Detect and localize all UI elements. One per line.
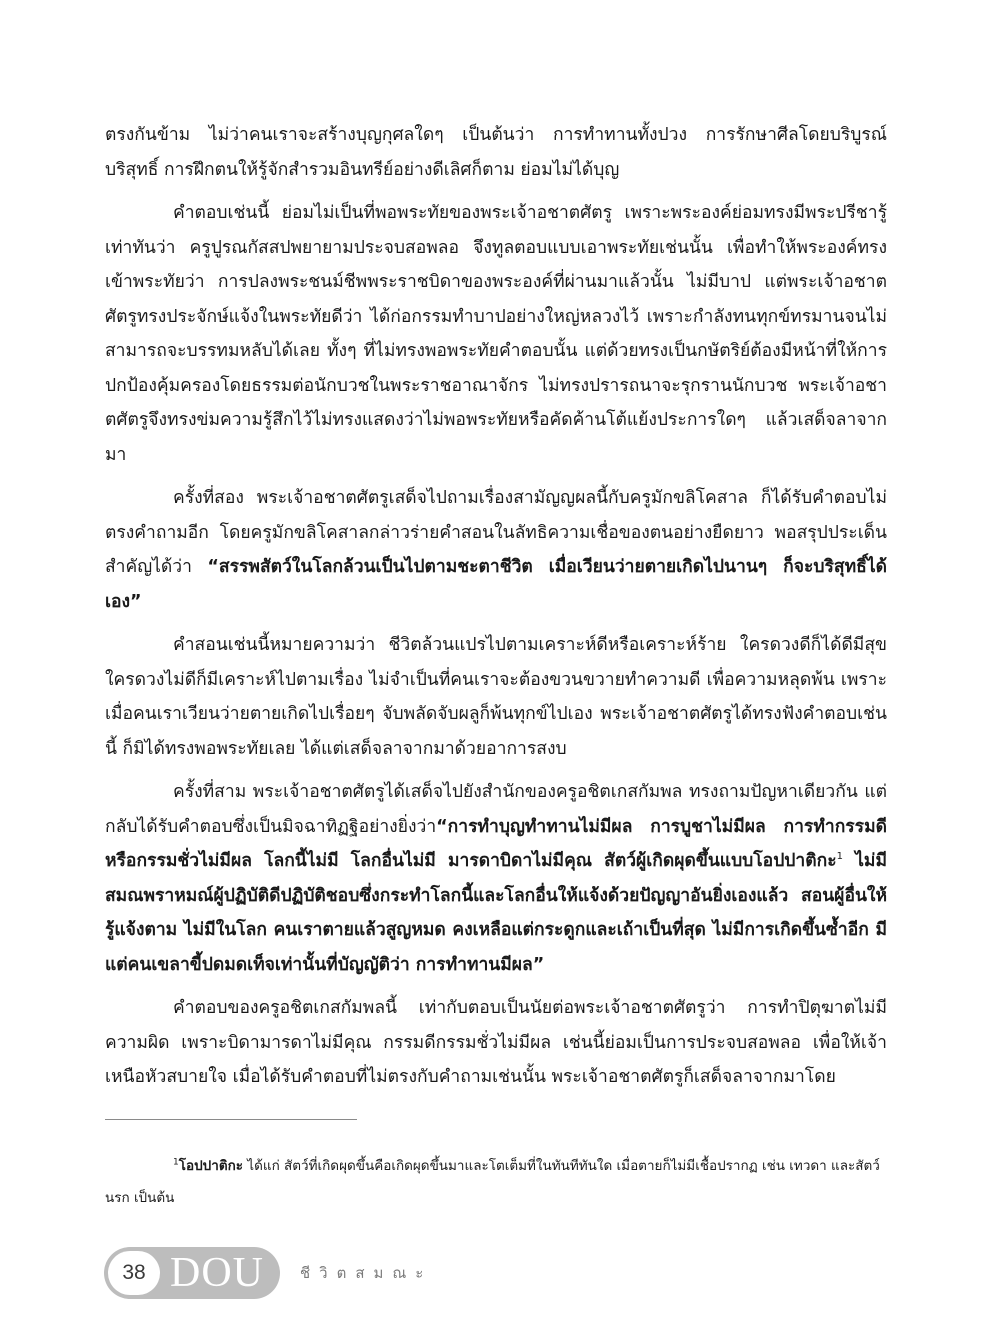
footnote-definition: ได้แก่ สัตว์ที่เกิดผุดขึ้นคือเกิดผุดขึ้นมาและโตเต็มที่ในทันทีทันใด เมื่อตายก็ไม่มีเชื้อปรากฏ เช่น เทวดา และสัตว์นรก เป็นต้น [105,1158,880,1206]
paragraph [105,775,887,982]
bold-text: “สรรพสัตว์ในโลกล้วนเป็นไปตามชะตาชีวิต เมื่อเวียนว่ายตายเกิดไปนานๆ ก็จะบริสุทธิ์ได้เอง” [105,557,887,612]
paragraph [105,628,887,766]
footnote-term: โอปปาติกะ [178,1158,244,1174]
brand-logo: DOU [170,1250,264,1296]
text-run: ครั้งที่สอง พระเจ้าอชาตศัตรูเสด็จไปถามเรื่องสามัญญผลนี้กับครูมักขลิโคสาล ก็ได้รับคำตอบไม่ตรงคำถามอีก โดยครูมักขลิโคสาลกล่าวร่ายคำสอนในลัทธิความเชื่อของตนอย่างยืดยาว พอสรุปประเด็นสำคัญได้ว่า [105,488,887,577]
footnote-marker: 1 [173,1157,179,1168]
text-run: คำตอบเช่นนี้ ย่อมไม่เป็นที่พอพระทัยของพระเจ้าอชาตศัตรู เพราะพระองค์ย่อมทรงมีพระปรีชารู้เท่าทันว่า ครูปูรณกัสสปพยายามประจบสอพลอ จึงทูลตอบแบบเอาพระทัยเช่นนั้น เพื่อทำให้พระองค์ทรงเข้าพระทัยว่า การปลงพระชนม์ชีพพระราชบิดาของพระองค์ที่ผ่านมาแล้วนั้น ไม่มีบาป แต่พระเจ้าอชาตศัตรูทรงประจักษ์แจ้งในพระทัยดีว่า ได้ก่อกรรมทำบาปอย่างใหญ่หลวงไว้ เพราะกำลังทนทุกข์ทรมานจนไม่สามารถจะบรรทมหลับได้เลย ทั้งๆ ที่ไม่ทรงพอพระทัยคำตอบนั้น แต่ด้วยทรงเป็นกษัตริย์ต้องมีหน้าที่ให้การปกป้องคุ้มครองโดยธรรมต่อนักบวชในพระราชอาณาจักร ไม่ทรงปรารถนาจะรุกรานนักบวช พระเจ้าอชาตศัตรูจึงทรงข่มความรู้สึกไว้ไม่ทรงแสดงว่าไม่พอพระทัยหรือคัดค้านโต้แย้งประการใดๆ แล้วเสด็จลาจากมา [105,203,887,465]
text-run: คำสอนเช่นนี้หมายความว่า ชีวิตล้วนแปรไปตามเคราะห์ดีหรือเคราะห์ร้าย ใครดวงดีก็ได้ดีมีสุข ใครดวงไม่ดีก็มีเคราะห์ไปตามเรื่อง ไม่จำเป็นที่คนเราจะต้องขวนขวายทำความดี เพื่อความหลุดพ้น เพราะเมื่อคนเราเวียนว่ายตายเกิดไปเรื่อยๆ จับพลัดจับผลูก็พ้นทุกข์ไปเอง พระเจ้าอชาตศัตรูได้ทรงฟังคำตอบเช่นนี้ ก็มิได้ทรงพอพระทัยเลย ได้แต่เสด็จลาจากมาด้วยอาการสงบ [105,635,887,759]
page-badge [104,1247,280,1299]
bold-text: ไม่มี สมณพราหมณ์ผู้ปฏิบัติดีปฏิบัติชอบซึ่งกระทำโลกนี้และโลกอื่นให้แจ้งด้วยปัญญาอันยิ่งเองแล้ว สอนผู้อื่นให้รู้แจ้งตาม ไม่มีในโลก คนเราตายแล้วสูญหมด คงเหลือแต่กระดูกและเถ้าเป็นที่สุด ไม่มีการเกิดขึ้นซ้ำอีก มีแต่คนเขลาขี้ปดมดเท็จเท่านั้นที่บัญญัติว่า การทำทานมีผล” [105,851,887,975]
text-run: ตรงกันข้าม ไม่ว่าคนเราจะสร้างบุญกุศลใดๆ เป็นต้นว่า การทำทานทั้งปวง การรักษาศีลโดยบริบูรณ์บริสุทธิ์ การฝึกตนให้รู้จักสำรวมอินทรีย์อย่างดีเลิศก็ตาม ย่อมไม่ได้บุญ [105,125,887,180]
paragraph [105,118,887,187]
footnote [105,1150,887,1214]
text-run: ครั้งที่สาม พระเจ้าอชาตศัตรูได้เสด็จไปยังสำนักของครูอชิตเกสกัมพล ทรงถามปัญหาเดียวกัน แต่กลับได้รับคำตอบซึ่งเป็นมิจฉาทิฏฐิอย่างยิ่งว่า [105,782,887,837]
text-run: คำตอบของครูอชิตเกสกัมพลนี้ เท่ากับตอบเป็นนัยต่อพระเจ้าอชาตศัตรูว่า การทำปิตุฆาตไม่มีความผิด เพราะบิดามารดาไม่มีคุณ กรรมดีกรรมชั่วไม่มีผล เช่นนี้ย่อมเป็นการประจบสอพลอ เพื่อให้เจ้าเหนือหัวสบายใจ เมื่อได้รับคำตอบที่ไม่ตรงกับคำถามเช่นนั้น พระเจ้าอชาตศัตรูก็เสด็จลาจากมาโดย [105,998,887,1087]
footnote-reference: 1 [836,851,843,863]
footnote-divider [105,1119,357,1120]
book-title: ชีวิตสมณะ [300,1264,433,1282]
bold-text: “การทำบุญทำทานไม่มีผล การบูชาไม่มีผล การทำกรรมดีหรือกรรมชั่วไม่มีผล โลกนี้ไม่มี โลกอื่นไม่มี มารดาบิดาไม่มีคุณ สัตว์ผู้เกิดผุดขึ้นแบบโอปปาติกะ [105,816,887,871]
paragraph [105,991,887,1095]
body-text [105,118,887,1104]
page-number: 38 [108,1251,160,1295]
paragraph [105,196,887,472]
paragraph [105,481,887,619]
